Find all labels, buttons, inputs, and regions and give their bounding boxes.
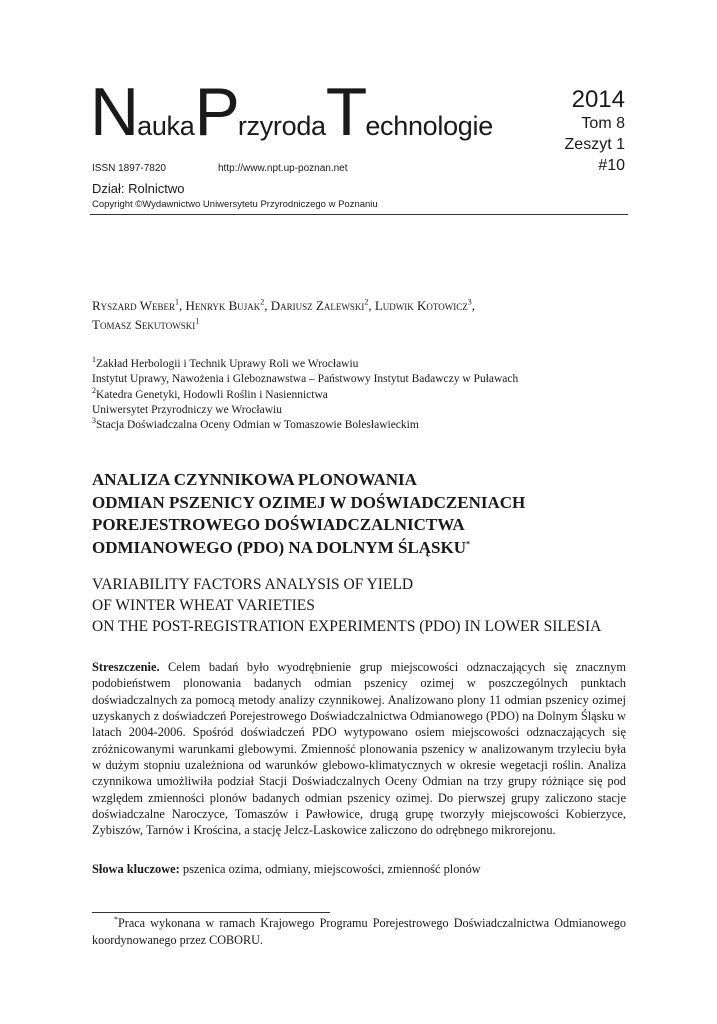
- title-line: OF WINTER WHEAT VARIETIES: [92, 597, 315, 614]
- author: Ludwik Kotowicz$^3$,: [374, 297, 476, 313]
- affiliation: $^3$Stacja Doświadczalna Oceny Odmian w Tomaszowie Bolesławieckim: [92, 416, 419, 432]
- article-title-english: [92, 574, 632, 637]
- journal-section: Dział: Rolnictwo: [92, 181, 185, 196]
- journal-title: [90, 74, 493, 150]
- keywords: [92, 861, 626, 877]
- author: Dariusz Zalewski$^2$,: [270, 297, 375, 313]
- author-list: [92, 296, 632, 334]
- title-line: ON THE POST-REGISTRATION EXPERIMENTS (PDO) IN LOWER SILESIA: [92, 618, 602, 635]
- article-title-polish: [92, 469, 632, 559]
- journal-issn: ISSN 1897-7820: [92, 163, 166, 174]
- article-number: #10: [598, 157, 625, 174]
- affiliation: $^2$Katedra Genetyki, Hodowli Roślin i Nasiennictwa: [92, 385, 328, 401]
- keywords-label: Słowa kluczowe:: [92, 862, 180, 876]
- journal-url-link[interactable]: http://www.npt.up-poznan.net: [218, 163, 348, 174]
- journal-issue: Zeszyt 1: [564, 136, 625, 153]
- affiliation: Instytut Uprawy, Nawożenia i Gleboznawstwa – Państwowy Instytut Badawczy w Puławach: [92, 373, 519, 386]
- journal-title-word-1: Nauka: [90, 74, 195, 150]
- author: Henryk Bujak$^2$,: [185, 297, 271, 313]
- footnote: [92, 915, 626, 948]
- title-line: POREJESTROWEGO DOŚWIADCZALNICTWA: [92, 515, 465, 534]
- header-divider: [90, 214, 628, 215]
- journal-title-word-3: Technologie: [325, 74, 493, 150]
- keywords-text: pszenica ozima, odmiany, miejscowości, zmienność plonów: [182, 862, 481, 876]
- journal-title-word-2: Przyroda: [194, 74, 326, 150]
- affiliation-list: [92, 357, 632, 433]
- title-line: VARIABILITY FACTORS ANALYSIS OF YIELD: [92, 576, 414, 593]
- title-line: ANALIZA CZYNNIKOWA PLONOWANIA: [92, 470, 417, 489]
- author: Tomasz Sekutowski$^1$: [92, 316, 200, 332]
- affiliation: Uniwersytet Przyrodniczy we Wrocławiu: [92, 403, 282, 416]
- footnote-mark: *: [114, 914, 118, 924]
- copyright-notice: Copyright ©Wydawnictwo Uniwersytetu Przyrodniczego w Poznaniu: [92, 199, 378, 210]
- abstract-text: Celem badań było wyodrębnienie grup miejscowości odznaczających się znacznym podobieństwem plonowania badanych odmian pszenicy ozimej w poszczególnych punktach doświadczalnych za pomocą metody analizy czynnikowej. Analizowano plony 11 odmian pszenicy ozimej uzyskanych z doświadczeń Porejestrowego Doświadczalnictwa Odmianowego (PDO) na Dolnym Śląsku w latach 2004-2006. Spośród doświadczeń PDO wytypowano osiem miejscowości odznaczających się zróżnicowanymi warunkami glebowymi. Zmienność plonowania pszenicy w analizowanym trzyleciu była w dużym stopniu uzależniona od warunków glebowo-klimatycznych w okresie wegetacji roślin. Analiza czynnikowa umożliwiła podział Stacji Doświadczalnych Oceny Odmian na trzy grupy różniące się pod względem zmienności plonów badanych odmian pszenicy ozimej. Do pierwszej grupy zaliczono stacje doświadczalne Naroczyce, Tomaszów i Pawłowice, drugą grupę tworzyły miejscowości Kobierzyce, Zybiszów, Tarnów i Krościna, a stację Jelcz-Laskowice zaliczono do odrębnego mikrorejonu.: [92, 660, 626, 838]
- abstract-label: Streszczenie.: [92, 660, 160, 674]
- title-line: ODMIANOWEGO (PDO) NA DOLNYM ŚLĄSKU*: [92, 537, 471, 557]
- journal-year: 2014: [571, 86, 625, 113]
- author: Ryszard Weber$^1$,: [92, 297, 186, 313]
- footnote-divider: [92, 912, 330, 913]
- affiliation: $^1$Zakład Herbologii i Technik Uprawy Roli we Wrocławiu: [92, 355, 359, 370]
- title-footnote-mark: *: [466, 538, 471, 548]
- title-line: ODMIAN PSZENICY OZIMEJ W DOŚWIADCZENIACH: [92, 492, 526, 512]
- footnote-text: Praca wykonana w ramach Krajowego Programu Porejestrowego Doświadczalnictwa Odmianowego koordynowanego przez COBORU.: [92, 916, 626, 947]
- journal-volume: Tom 8: [581, 115, 625, 132]
- abstract: [92, 659, 626, 839]
